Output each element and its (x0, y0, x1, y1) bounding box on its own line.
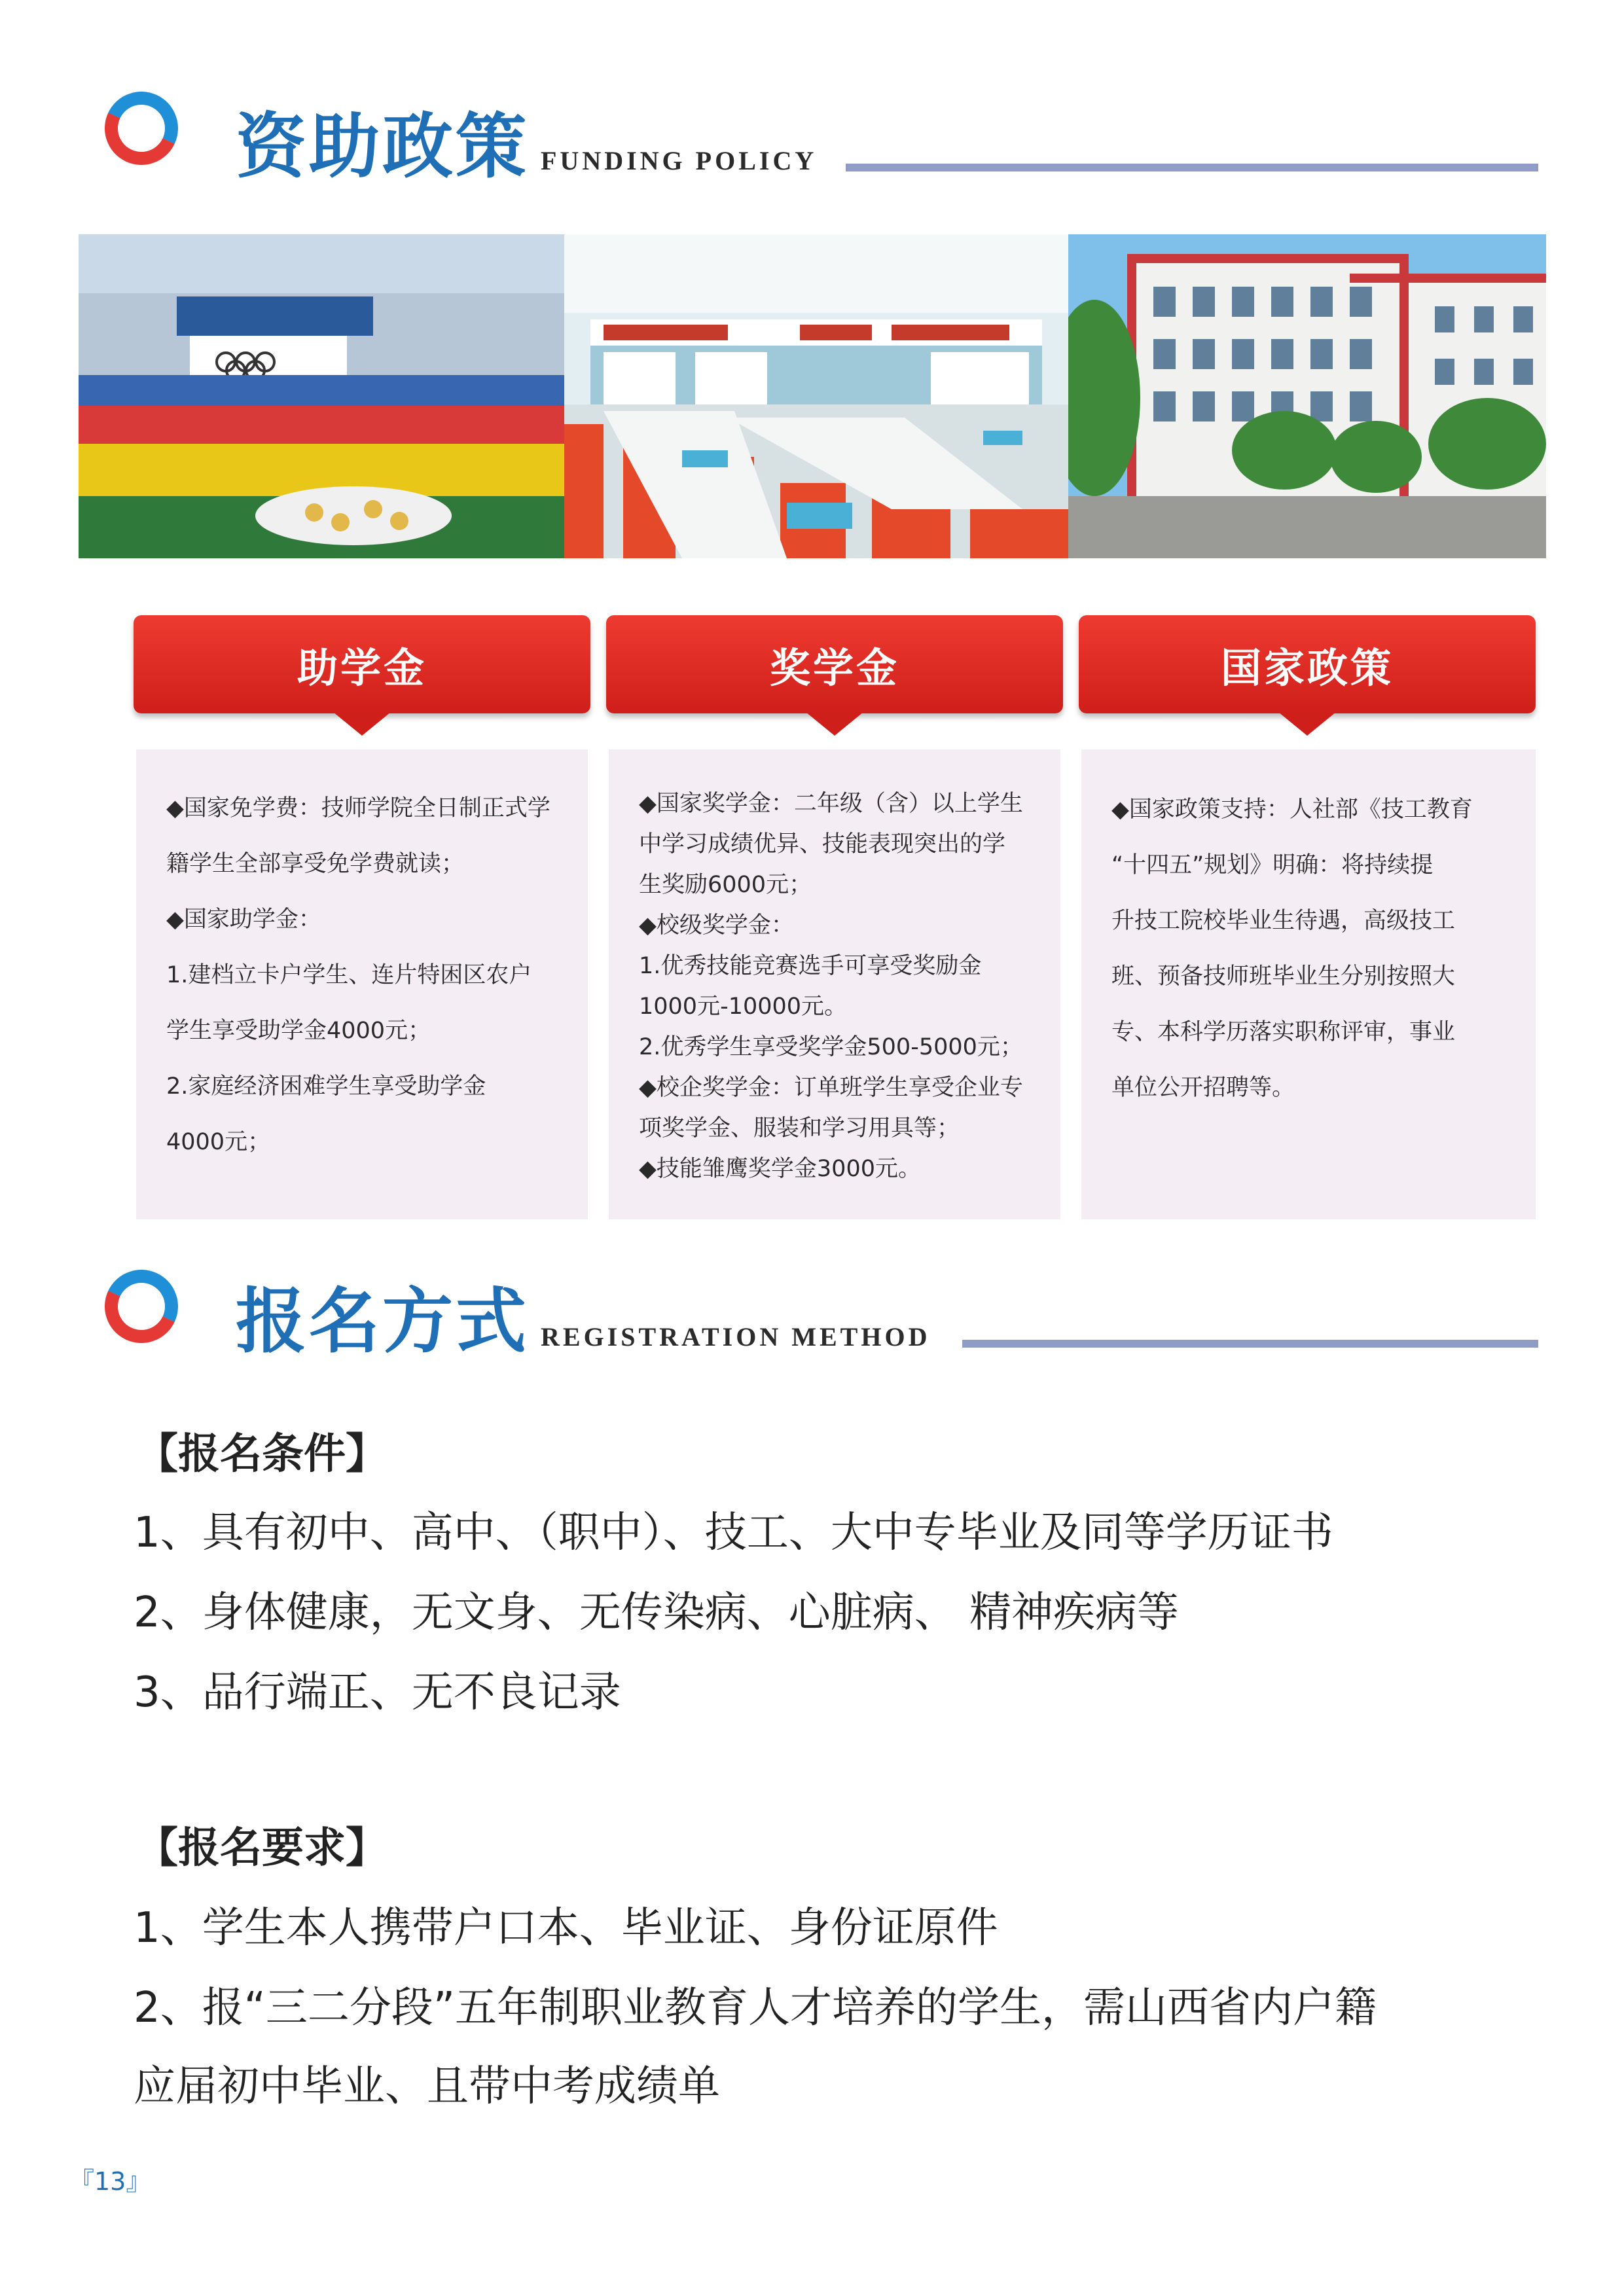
registration-subtitle: REGISTRATION METHOD (541, 1322, 931, 1352)
scholarship-line: 1.优秀技能竞赛选手可享受奖励金 (639, 953, 982, 979)
national-policy-line: 班、预备技师班毕业生分别按照大 (1111, 963, 1456, 990)
scholarship-line: 中学习成绩优异、技能表现突出的学 (639, 831, 1006, 857)
tab-national-policy-label: 国家政策 (1220, 643, 1394, 692)
grant-line: 2.家庭经济困难学生享受助学金 (166, 1073, 486, 1100)
scholarship-line: 2.优秀学生享受奖学金500-5000元； (639, 1034, 1023, 1060)
scholarship-line: 项奖学金、服装和学习用具等； (639, 1115, 960, 1141)
scholarship-line: ◆技能雏鹰奖学金3000元。 (639, 1156, 921, 1182)
tab-grant-label: 助学金 (297, 643, 427, 692)
national-policy-card (1081, 749, 1536, 1219)
tab-national-policy[interactable] (1079, 615, 1536, 713)
registration-section-ring-icon (94, 1259, 189, 1354)
grant-line: 4000元； (166, 1129, 271, 1155)
tab-scholarship[interactable] (606, 615, 1063, 713)
scholarship-line: ◆国家奖学金：二年级（含）以上学生 (639, 791, 1023, 817)
scholarship-line: 生奖励6000元； (639, 872, 812, 898)
national-policy-line: “十四五”规划》明确：将持续提 (1111, 852, 1434, 878)
tab-scholarship-label: 奖学金 (769, 643, 899, 692)
condition-item: 3、品行端正、无不良记录 (134, 1668, 621, 1717)
scholarship-line: ◆校企奖学金：订单班学生享受企业专 (639, 1075, 1023, 1101)
photo-dormitory (1068, 234, 1546, 558)
tab-grant[interactable] (134, 615, 590, 713)
requirement-item: 应届初中毕业、且带中考成绩单 (134, 2062, 720, 2111)
grant-line: 1.建档立卡户学生、连片特困区农户 (166, 962, 532, 988)
tab-national-policy-pointer (1278, 712, 1336, 736)
national-policy-line: ◆国家政策支持：人社部《技工教育 (1111, 797, 1473, 823)
conditions-heading: 【报名条件】 (136, 1430, 388, 1479)
condition-item: 1、具有初中、高中、（职中）、技工、大中专毕业及同等学历证书 (134, 1509, 1333, 1557)
scholarship-line: 1000元-10000元。 (639, 994, 848, 1020)
page-number: 『13』 (69, 2167, 151, 2196)
tab-grant-pointer (333, 712, 391, 736)
grant-card (136, 749, 588, 1219)
national-policy-line: 升技工院校毕业生待遇，高级技工 (1111, 908, 1456, 934)
registration-title: 报名方式 (236, 1280, 530, 1363)
national-policy-line: 专、本科学历落实职称评审，事业 (1111, 1019, 1456, 1045)
tab-scholarship-pointer (806, 712, 863, 736)
grant-line: 籍学生全部享受免学费就读； (166, 851, 465, 877)
requirements-heading: 【报名要求】 (136, 1824, 388, 1873)
funding-section-ring-icon (94, 81, 189, 175)
grant-line: 学生享受助学金4000元； (166, 1018, 431, 1044)
condition-item: 2、身体健康，无文身、无传染病、心脏病、 精神疾病等 (134, 1588, 1180, 1637)
funding-subtitle: FUNDING POLICY (541, 146, 818, 175)
photo-cafeteria (564, 234, 1068, 558)
funding-title: 资助政策 (236, 105, 530, 188)
grant-line: ◆国家免学费：技师学院全日制正式学 (166, 795, 550, 821)
registration-header-line (962, 1340, 1538, 1348)
requirement-item: 2、报“三二分段”五年制职业教育人才培养的学生，需山西省内户籍 (134, 1984, 1377, 2032)
national-policy-line: 单位公开招聘等。 (1111, 1075, 1295, 1101)
scholarship-card (609, 749, 1060, 1219)
requirement-item: 1、学生本人携带户口本、毕业证、身份证原件 (134, 1904, 998, 1952)
grant-line: ◆国家助学金： (166, 906, 321, 933)
photo-sports-field (79, 234, 564, 558)
scholarship-line: ◆校级奖学金： (639, 912, 794, 939)
funding-header-line (846, 164, 1538, 171)
